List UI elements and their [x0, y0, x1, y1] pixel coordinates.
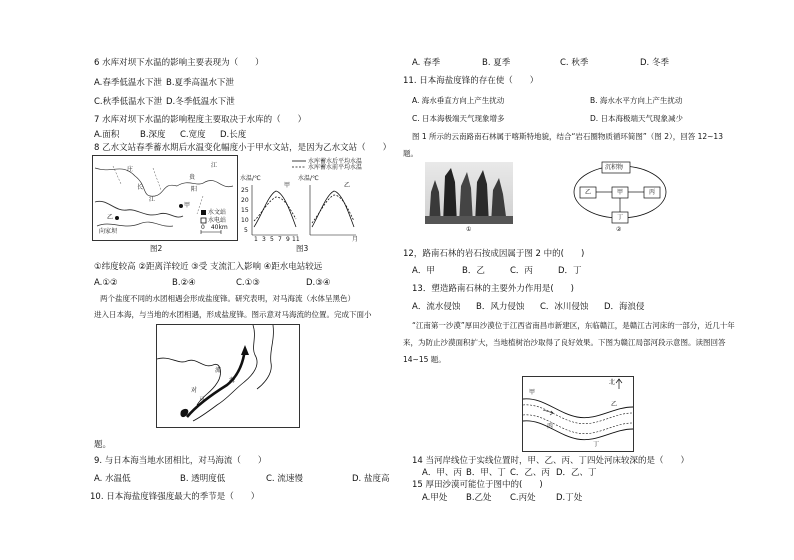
legend-dam-label: 水电站 [208, 217, 227, 224]
xtick: 11 [292, 236, 300, 243]
map-label-yi: 乙 [107, 214, 114, 221]
map-label-4: 江 [149, 196, 156, 203]
q14-option-a: A．甲、丙 [422, 468, 462, 478]
q7-option-c: C.宽度 [180, 130, 206, 140]
ganjiang-river-diagram [522, 376, 634, 452]
q10-stem: 10. 日本海盐度锋强度最大的季节是（ ） [90, 492, 260, 502]
figure-2-caption: 图2 [150, 244, 163, 253]
q11-option-b: B. 海水水平方向上产生扰动 [590, 96, 683, 105]
q12-option-b: B．乙 [462, 266, 485, 276]
q7-option-b: B.深度 [140, 130, 166, 140]
map-label-hai: 海 [229, 377, 236, 384]
xtick: 5 [270, 236, 274, 243]
xtick: 9 [286, 236, 290, 243]
legend-after: 水库蓄水后平均水温 [308, 158, 363, 165]
q9-stem: 9. 与日本海当地水团相比，对马海流（ ） [94, 456, 267, 466]
sand-intro-line-1: “江南第一沙漠”厚田沙漠位于江西省南昌市新建区，东临赣江，是赣江古河床的一部分，近几十年 [412, 321, 735, 330]
map-label-5: 贵 [189, 174, 196, 181]
q13-stem: 13．塑造路南石林的主要外力作用是( ) [412, 284, 574, 294]
sea-intro-line-1: 两个盐度不同的水团相遇会形成盐度锋。研究表明，对马海流（水体呈黑色） [100, 294, 355, 303]
rock-intro-line-1: 图 1 所示的云南路南石林属于喀斯特地貌，结合“岩石圈物质循环简图”（图 2），回答 12~13 [412, 132, 723, 141]
q9-option-b: B. 透明度低 [180, 474, 226, 484]
q12-option-d: D．丁 [558, 266, 582, 276]
legend-station-label: 水文站 [208, 209, 227, 216]
rock-intro-line-2: 题。 [403, 149, 418, 158]
q7-option-a: A.面积 [94, 130, 120, 140]
map-label-jia: 甲 [184, 202, 191, 209]
stone-forest-photo [425, 162, 513, 224]
xunit: 月 [352, 236, 359, 243]
q15-stem: 15 厚田沙漠可能位于图中的( ) [412, 480, 543, 490]
q12-option-a: A．甲 [412, 266, 435, 276]
sea-intro-line-2: 进入日本海，与当地的水团相遇，形成盐度锋。图示意对马海流的位置。完成下面小 [94, 310, 372, 319]
river-label-ding: 丁 [593, 441, 600, 448]
legend-before: 水库蓄水前平均水温 [308, 164, 363, 171]
stone-pillars-drawing [425, 162, 513, 224]
q13-option-b: B．风力侵蚀 [476, 302, 525, 312]
q6-option-a: A.春季低温水下泄 [94, 78, 162, 88]
sand-intro-line-3: 14~15 题。 [403, 355, 446, 364]
sand-intro-line-2: 来，为防止沙漠面积扩大，当地植树治沙取得了良好效果。下图为赣江局部河段示意图。读图回答 [403, 338, 726, 347]
chart-1-label-jia: 甲 [284, 182, 291, 189]
ytick: 5 [244, 227, 248, 234]
map-scale-bar: 0 40km [201, 224, 228, 231]
map-label-1: 庄 [127, 166, 134, 173]
q11-option-d: D. 日本海极端天气现象减少 [590, 114, 684, 123]
q8-option-b: B.②④ [172, 278, 196, 288]
q6-option-d: D.冬季低温水下泄 [166, 97, 235, 107]
river-north-label: 北 [609, 379, 616, 386]
cycle-yi: 乙 [585, 189, 592, 196]
q13-option-a: A．流水侵蚀 [412, 302, 461, 312]
diagram-number: ② [616, 226, 622, 233]
chart-1-ylabel: 水温/℃ [240, 175, 261, 182]
ytick: 15 [241, 207, 249, 214]
ytick: 20 [241, 197, 249, 204]
q10-option-d: D. 冬季 [640, 58, 669, 68]
sea-intro-ending: 题。 [94, 440, 112, 450]
q12-option-c: C．丙 [510, 266, 533, 276]
river-label-jia: 甲 [529, 389, 536, 396]
q9-option-a: A. 水温低 [94, 474, 131, 484]
cycle-ding: 丁 [617, 214, 624, 221]
q14-option-d: D．乙、丁 [556, 468, 597, 478]
q6-option-c: C.秋季低温水下泄 [94, 97, 163, 107]
map-label-ma: 马 [199, 397, 206, 404]
q8-option-a: A.①② [94, 278, 118, 288]
japan-coastline-drawing [157, 325, 299, 427]
map-label-2: 江 [211, 162, 218, 169]
q6-stem: 6 水库对坝下水温的影响主要表现为（ ） [94, 58, 264, 68]
figure-2-map [92, 155, 238, 241]
q8-option-d: D.③④ [306, 278, 331, 288]
chart-2-label-yi: 乙 [344, 182, 351, 189]
map-label-liu: 流 [215, 367, 222, 374]
q8-factors: ①纬度较高 ②距离洋较近 ③受 支流汇入影响 ④距水电站较远 [94, 262, 323, 272]
cycle-bing: 丙 [649, 189, 656, 196]
q7-option-d: D.长度 [220, 130, 247, 140]
map-label-xiangjiaba: 向家坝 [99, 228, 118, 235]
q13-option-d: D．海浪侵 [604, 302, 645, 312]
map-label-3: 长 [137, 184, 144, 191]
map-label-dui: 对 [191, 387, 198, 394]
q15-option-a: A.甲处 [422, 493, 448, 503]
q14-option-b: B．甲、丁 [466, 468, 506, 478]
ytick: 25 [241, 187, 249, 194]
cycle-jia: 甲 [617, 189, 624, 196]
xtick: 1 [254, 236, 258, 243]
q7-stem: 7 水库对坝下水温的影响程度主要取决于水库的（ ） [94, 115, 307, 125]
q14-option-c: C．乙、丙 [510, 468, 550, 478]
q9-option-c: C. 流速慢 [266, 474, 303, 484]
chart-2-ylabel: 水温/℃ [298, 175, 319, 182]
q9-option-d: D. 盐度高 [352, 474, 390, 484]
q10-option-c: C. 秋季 [560, 58, 589, 68]
photo-number: ① [466, 226, 472, 233]
q10-option-b: B. 夏季 [482, 58, 511, 68]
q15-option-b: B.乙处 [466, 493, 492, 503]
river-label-bing: 丙 [547, 423, 554, 430]
q15-option-c: C.丙处 [510, 493, 536, 503]
figure-3-caption: 图3 [296, 244, 309, 253]
figure-3-charts [240, 155, 362, 243]
q15-option-d: D.丁处 [556, 493, 583, 503]
japan-sea-map [156, 324, 300, 428]
q11-stem: 11. 日本海盐度锋的存在使（ ） [403, 76, 539, 86]
q12-stem: 12，路南石林的岩石按成因属于图 2 中的( ) [403, 249, 585, 259]
q10-option-a: A. 春季 [412, 58, 441, 68]
q8-option-c: C.①③ [236, 278, 260, 288]
q13-option-c: C．冰川侵蚀 [540, 302, 589, 312]
q11-option-a: A. 海水垂直方向上产生扰动 [412, 96, 505, 105]
xtick: 7 [278, 236, 282, 243]
q8-stem: 8 乙水文站春季蓄水期后水温变化幅度小于甲水文站，是因为乙水文站（ ） [94, 143, 392, 153]
rock-cycle-diagram [566, 160, 674, 228]
river-channel-drawing [523, 377, 633, 451]
q11-option-c: C. 日本海极端天气现象增多 [412, 114, 505, 123]
q14-stem: 14 当河岸线位于实线位置时，甲、乙、丙、丁四处河床较深的是（ ） [412, 456, 690, 466]
ytick: 10 [241, 217, 249, 224]
river-label-yi: 乙 [611, 401, 618, 408]
cycle-sediment: 沉积物 [605, 164, 624, 171]
xtick: 3 [262, 236, 266, 243]
q6-option-b: B.夏季高温水下泄 [166, 78, 235, 88]
map-label-6: 阳 [191, 186, 198, 193]
